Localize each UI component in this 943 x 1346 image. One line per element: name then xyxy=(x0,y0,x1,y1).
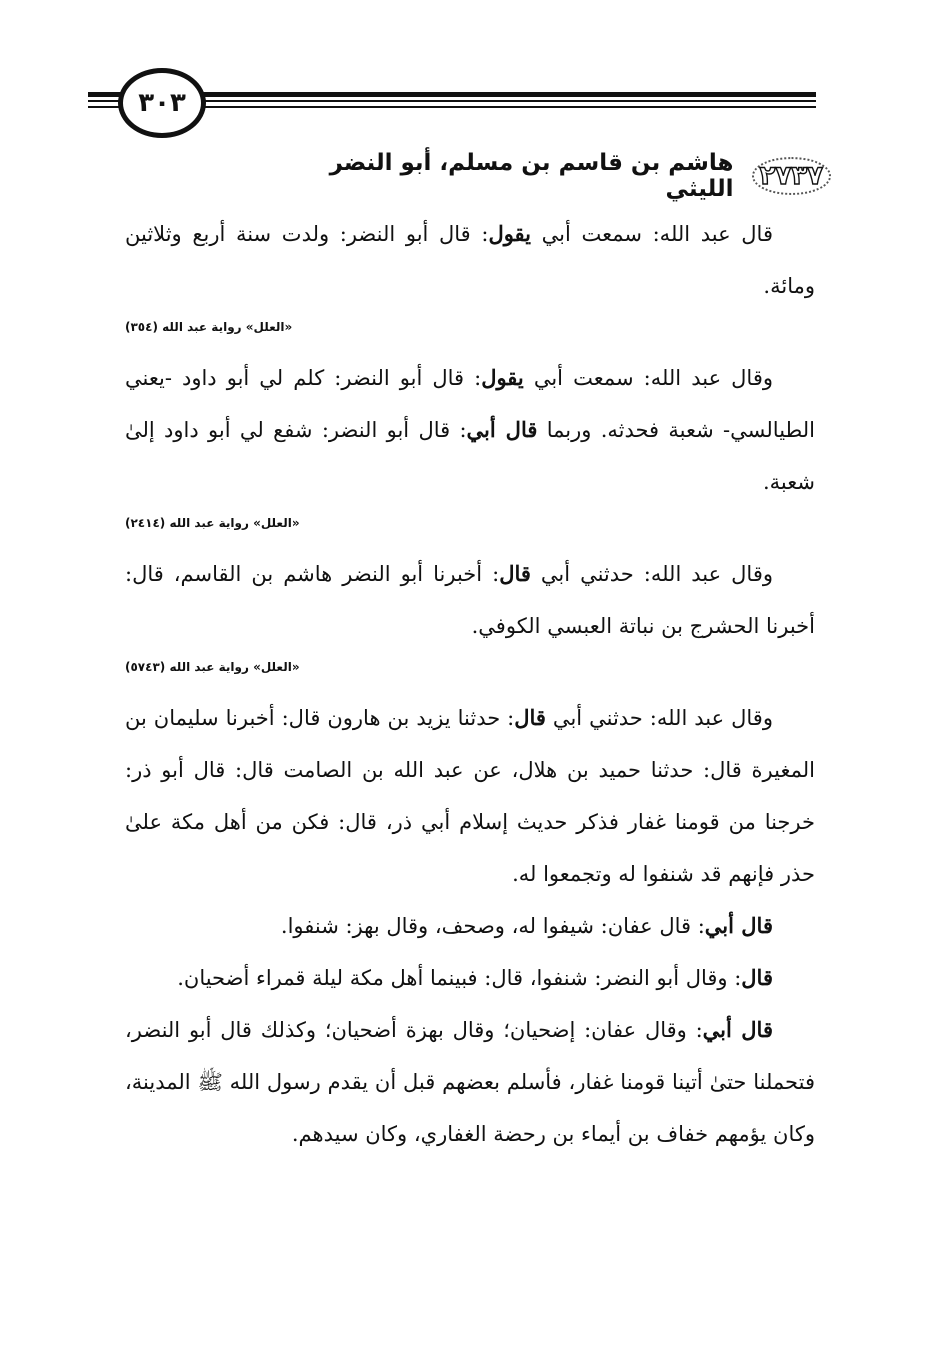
text-segment: وقال عبد الله: حدثني أبي xyxy=(530,562,773,586)
text-segment: : قال عفان: شيفوا له، وصحف، وقال بهز: شنفوا. xyxy=(280,914,705,938)
text-segment: : قال أبو النضر: ولدت سنة أربع وثلاثين ومائة. xyxy=(125,222,815,298)
page-number-circle xyxy=(118,68,206,138)
source-citation-text: «العلل» رواية عبد الله (٥٧٤٣) xyxy=(125,660,300,674)
bold-phrase: قال أبي xyxy=(702,1017,773,1042)
entry-body xyxy=(125,208,815,1160)
text-segment: وقال عبد الله: حدثني أبي xyxy=(545,706,773,730)
text-segment: : وقال عفان: إضحيان؛ وقال بهزة أضحيان؛ وكذلك قال أبو النضر، فتحملنا حتىٰ أتينا قومنا غفار، فأسلم بعضهم قبل أن يقدم رسول الله ﷺ المدينة، وكان يؤمهم خفاف بن أيماء بن رحضة الغفاري، وكان سيدهم. xyxy=(125,1018,815,1146)
text-segment: : قال أبو النضر: كلم لي أبو داود -يعني الطيالسي- شعبة فحدثه. وربما xyxy=(125,366,815,442)
source-citation-text: «العلل» رواية عبد الله (٣٥٤) xyxy=(125,320,293,334)
paragraph xyxy=(125,208,815,312)
source-citation xyxy=(125,512,815,534)
page-number: ٣٠٣ xyxy=(138,88,186,118)
entry-number: ٢٧٣٧ xyxy=(752,157,831,195)
text-segment: قال عبد الله: سمعت أبي xyxy=(531,222,773,246)
source-citation-text: «العلل» رواية عبد الله (٢٤١٤) xyxy=(125,516,300,530)
bold-phrase: قال xyxy=(741,965,773,990)
text-segment: : حدثنا يزيد بن هارون قال: أخبرنا سليمان بن المغيرة قال: حدثنا حميد بن هلال، عن عبد الله بن الصامت قال: قال أبو ذر: خرجنا من قومنا غفار فذكر حديث إسلام أبي ذر، قال: فكن من أهل مكة علىٰ حذر فإنهم قد شنفوا له وتجمعوا له. xyxy=(125,706,815,886)
entry-header xyxy=(271,150,831,202)
text-segment: : قال أبو النضر: شفع لي أبو داود إلىٰ شعبة. xyxy=(125,418,815,494)
source-citation xyxy=(125,656,815,678)
bold-phrase: قال أبي xyxy=(704,913,773,938)
bold-phrase: قال xyxy=(499,561,531,586)
paragraph xyxy=(125,952,815,1004)
paragraph xyxy=(125,1004,815,1160)
text-segment: وقال عبد الله: سمعت أبي xyxy=(523,366,773,390)
paragraph xyxy=(125,352,815,508)
bold-phrase: قال xyxy=(514,705,546,730)
bold-phrase: يقول xyxy=(488,221,532,246)
paragraph xyxy=(125,900,815,952)
entry-title: هاشم بن قاسم بن مسلم، أبو النضر الليثي xyxy=(329,150,734,202)
bold-phrase: قال أبي xyxy=(466,417,538,442)
source-citation xyxy=(125,316,815,338)
paragraph xyxy=(125,548,815,652)
text-segment: : أخبرنا أبو النضر هاشم بن القاسم، قال: أخبرنا الحشرج بن نباتة العبسي الكوفي. xyxy=(125,562,815,638)
text-segment: : وقال أبو النضر: شنفوا، قال: فبينما أهل مكة ليلة قمراء أضحيان. xyxy=(177,966,742,990)
paragraph xyxy=(125,692,815,900)
bold-phrase: يقول xyxy=(481,365,524,390)
